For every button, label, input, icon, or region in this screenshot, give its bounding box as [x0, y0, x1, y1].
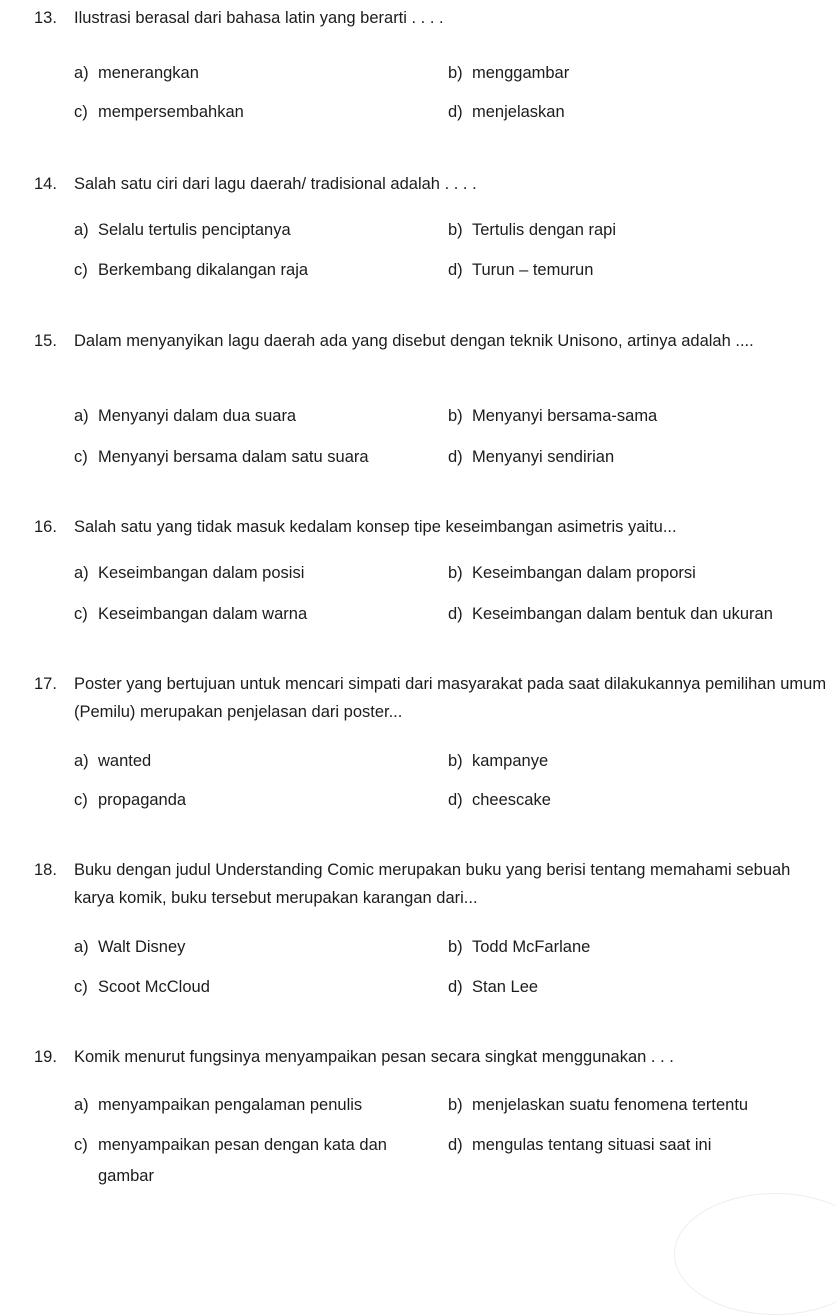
question-number: 13.	[34, 9, 57, 27]
option-text: mempersembahkan	[98, 103, 244, 121]
option-text: Keseimbangan dalam warna	[98, 605, 308, 623]
option-letter: d)	[448, 448, 463, 466]
option-letter: d)	[448, 791, 463, 809]
option-text: menerangkan	[98, 64, 199, 82]
option-letter: d)	[448, 103, 463, 121]
option-letter: a)	[74, 938, 89, 956]
option-text: Scoot McCloud	[98, 978, 210, 996]
option-text: Walt Disney	[98, 938, 186, 956]
option-text: Keseimbangan dalam bentuk dan ukuran	[472, 605, 773, 623]
option-letter: c)	[74, 1136, 88, 1154]
option-letter: b)	[448, 407, 463, 425]
option-text: Menyanyi dalam dua suara	[98, 407, 297, 425]
question-text: Buku dengan judul Understanding Comic merupakan buku yang berisi tentang memahami sebuah karya komik, buku tersebut merupakan karangan dari...	[74, 861, 791, 907]
option-text: wanted	[98, 752, 152, 770]
option-text: Menyanyi bersama-sama	[472, 407, 658, 425]
option-text: Stan Lee	[472, 978, 539, 996]
option-text: menyampaikan pesan dengan kata dan gambar	[98, 1136, 387, 1185]
option-letter: a)	[74, 1096, 89, 1114]
option-letter: b)	[448, 64, 463, 82]
option-letter: a)	[74, 407, 89, 425]
question-text: Poster yang bertujuan untuk mencari simpati dari masyarakat pada saat dilakukannya pemilihan umum (Pemilu) merupakan penjelasan dari poster...	[74, 675, 827, 721]
option-text: Berkembang dikalangan raja	[98, 261, 309, 279]
option-letter: c)	[74, 448, 88, 466]
question-number: 15.	[34, 332, 57, 350]
option-letter: c)	[74, 261, 88, 279]
question-number: 19.	[34, 1048, 57, 1066]
question-text: Salah satu yang tidak masuk kedalam konsep tipe keseimbangan asimetris yaitu...	[74, 518, 677, 536]
option-text: menggambar	[472, 64, 570, 82]
option-letter: d)	[448, 1136, 463, 1154]
question-text: Dalam menyanyikan lagu daerah ada yang disebut dengan teknik Unisono, artinya adalah ....	[74, 332, 754, 350]
option-letter: c)	[74, 791, 88, 809]
option-letter: b)	[448, 938, 463, 956]
option-letter: d)	[448, 978, 463, 996]
option-text: kampanye	[472, 752, 549, 770]
option-text: Turun – temurun	[472, 261, 594, 279]
option-text: menyampaikan pengalaman penulis	[98, 1096, 363, 1114]
question-number: 18.	[34, 861, 57, 879]
option-letter: b)	[448, 752, 463, 770]
option-text: Tertulis dengan rapi	[472, 221, 617, 239]
option-text: propaganda	[98, 791, 187, 809]
question-number: 14.	[34, 175, 57, 193]
option-text: Keseimbangan dalam proporsi	[472, 564, 696, 582]
option-letter: b)	[448, 1096, 463, 1114]
option-letter: a)	[74, 221, 89, 239]
decorative-arc	[674, 1193, 836, 1315]
option-letter: c)	[74, 605, 88, 623]
option-letter: b)	[448, 564, 463, 582]
option-letter: c)	[74, 978, 88, 996]
question-text: Salah satu ciri dari lagu daerah/ tradisional adalah . . . .	[74, 175, 477, 193]
option-text: menjelaskan suatu fenomena tertentu	[472, 1096, 749, 1114]
option-letter: d)	[448, 261, 463, 279]
question-text: Ilustrasi berasal dari bahasa latin yang berarti . . . .	[74, 9, 444, 27]
option-text: mengulas tentang situasi saat ini	[472, 1136, 712, 1154]
option-letter: a)	[74, 64, 89, 82]
question-number: 16.	[34, 518, 57, 536]
option-text: menjelaskan	[472, 103, 565, 121]
option-text: Keseimbangan dalam posisi	[98, 564, 305, 582]
option-letter: c)	[74, 103, 88, 121]
option-text: cheescake	[472, 791, 551, 809]
option-text: Menyanyi sendirian	[472, 448, 615, 466]
option-text: Todd McFarlane	[472, 938, 591, 956]
option-letter: b)	[448, 221, 463, 239]
option-letter: d)	[448, 605, 463, 623]
option-text: Selalu tertulis penciptanya	[98, 221, 291, 239]
question-number: 17.	[34, 675, 57, 693]
option-letter: a)	[74, 564, 89, 582]
option-letter: a)	[74, 752, 89, 770]
question-text: Komik menurut fungsinya menyampaikan pesan secara singkat menggunakan . . .	[74, 1048, 674, 1066]
option-text: Menyanyi bersama dalam satu suara	[98, 448, 369, 466]
